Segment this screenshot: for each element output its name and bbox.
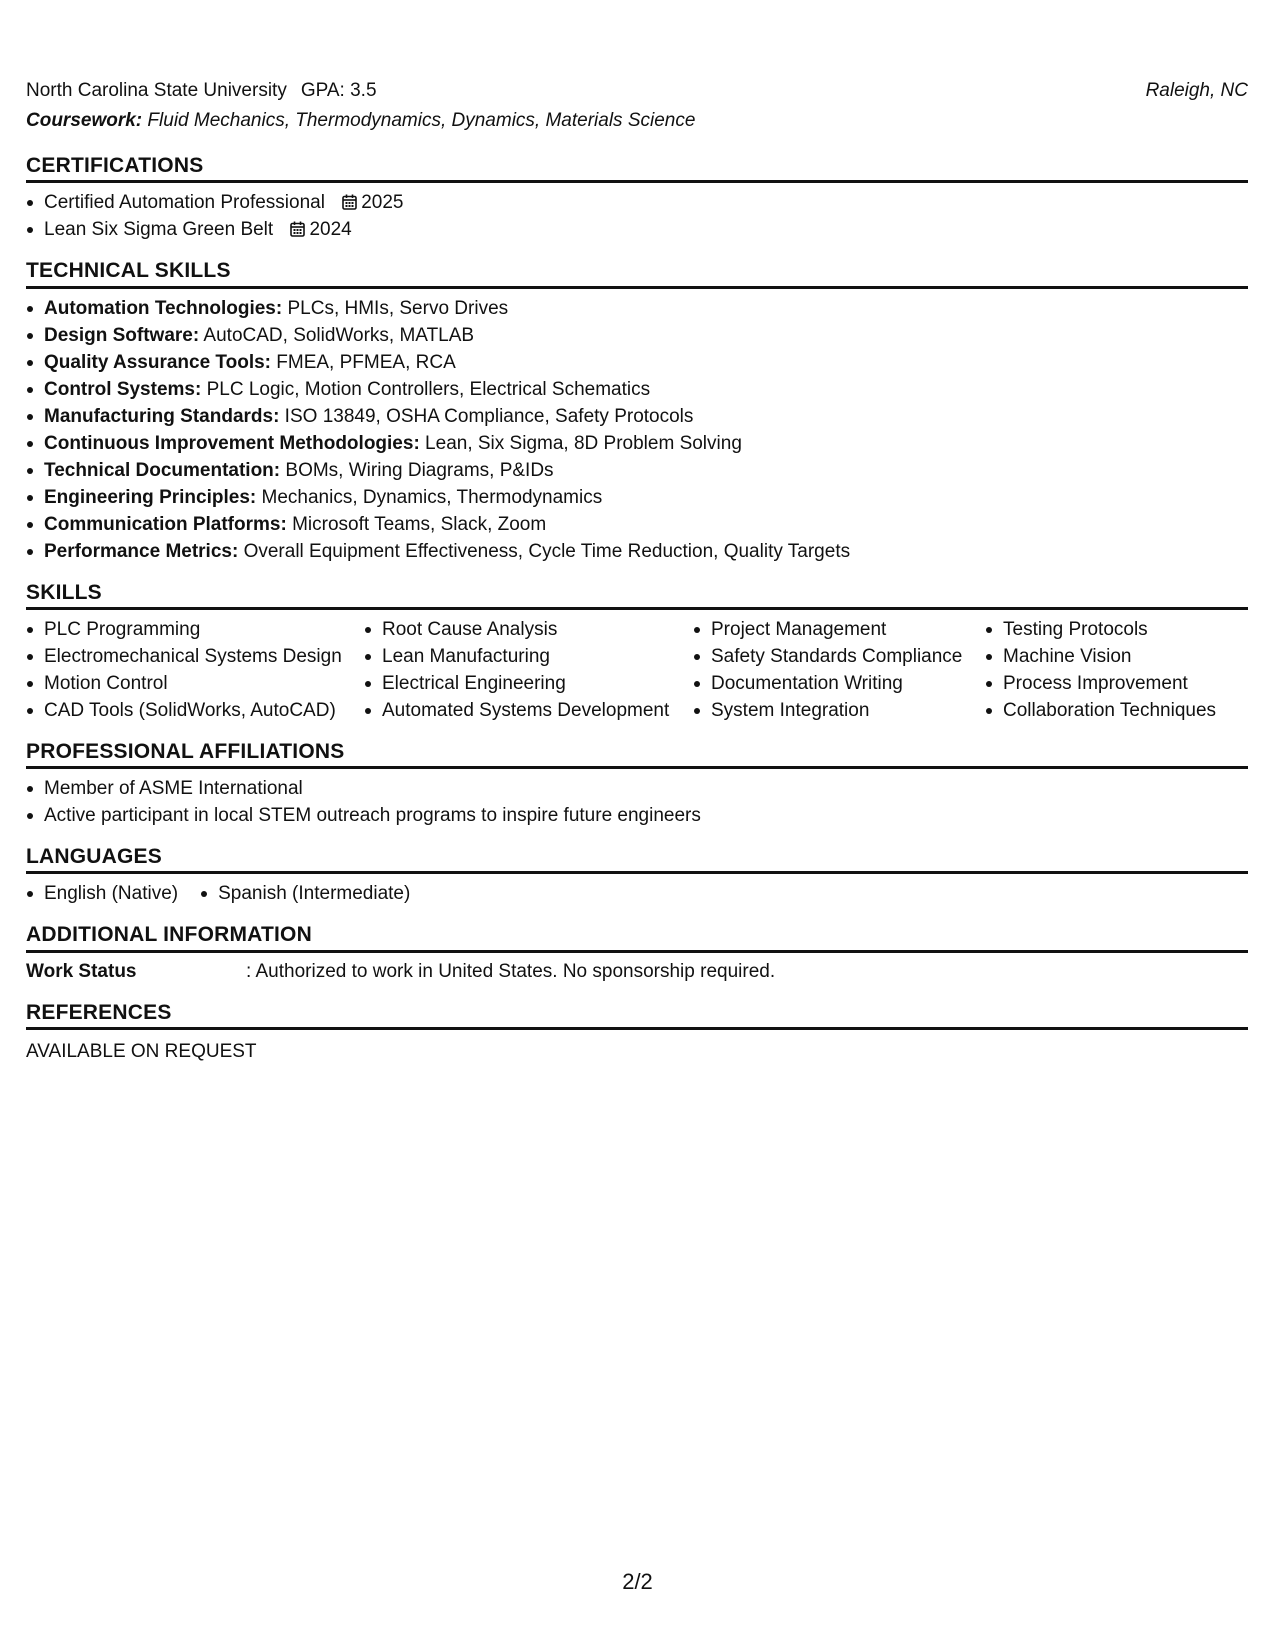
coursework-line (26, 108, 1248, 138)
skill-category-value: Mechanics, Dynamics, Thermodynamics (256, 486, 603, 508)
skill-category-value: BOMs, Wiring Diagrams, P&IDs (280, 459, 554, 481)
list-item: System Integration (693, 697, 985, 724)
coursework-label: Coursework: (26, 110, 143, 131)
section-title-skills: SKILLS (26, 579, 1248, 610)
section-title-languages: LANGUAGES (26, 843, 1248, 874)
list-item: Machine Vision (985, 643, 1248, 670)
section-title-references: REFERENCES (26, 999, 1248, 1030)
page-number: 2/2 (622, 1569, 653, 1594)
skill-category-label: Engineering Principles: (44, 486, 257, 508)
list-item: Testing Protocols (985, 616, 1248, 643)
list-item: Spanish (Intermediate) (200, 880, 410, 907)
skills-grid (26, 616, 1248, 724)
skill-category-value: PLC Logic, Motion Controllers, Electrical Schematics (201, 378, 651, 400)
list-item: Process Improvement (985, 670, 1248, 697)
section-title-additional-info: ADDITIONAL INFORMATION (26, 921, 1248, 952)
section-title-certifications: CERTIFICATIONS (26, 152, 1248, 183)
list-item (26, 295, 1248, 322)
list-item (26, 376, 1248, 403)
school-name: North Carolina State University (26, 80, 287, 101)
list-item (26, 349, 1248, 376)
references-text: AVAILABLE ON REQUEST (26, 1041, 257, 1063)
skill-category-label: Technical Documentation: (44, 459, 281, 481)
section-title-affiliations: PROFESSIONAL AFFILIATIONS (26, 738, 1248, 769)
resume-page (26, 78, 1248, 1065)
list-item: CAD Tools (SolidWorks, AutoCAD) (26, 697, 364, 724)
list-item: Automated Systems Development (364, 697, 693, 724)
list-item: Motion Control (26, 670, 364, 697)
list-item: Electrical Engineering (364, 670, 693, 697)
section-title-technical-skills: TECHNICAL SKILLS (26, 257, 1248, 288)
skill-category-value: Overall Equipment Effectiveness, Cycle Time Reduction, Quality Targets (238, 540, 851, 562)
gpa: GPA: 3.5 (300, 80, 377, 101)
calendar-icon (290, 218, 305, 245)
skill-category-value: Microsoft Teams, Slack, Zoom (286, 513, 547, 535)
skill-category-label: Performance Metrics: (44, 540, 239, 562)
list-item: Lean Manufacturing (364, 643, 693, 670)
list-item (26, 403, 1248, 430)
work-status-value: : Authorized to work in United States. No sponsorship required. (246, 960, 776, 982)
education-row (26, 78, 1248, 108)
skill-category-label: Manufacturing Standards: (44, 405, 280, 427)
calendar-icon (342, 191, 357, 218)
certification-name: Lean Six Sigma Green Belt (44, 219, 274, 241)
list-item (26, 457, 1248, 484)
list-item: PLC Programming (26, 616, 364, 643)
list-item (26, 538, 1248, 565)
skill-category-label: Automation Technologies: (44, 297, 283, 319)
list-item (26, 322, 1248, 349)
languages-row (26, 880, 1248, 907)
skill-category-value: FMEA, PFMEA, RCA (271, 351, 456, 373)
affiliations-list (26, 775, 1248, 829)
list-item (26, 484, 1248, 511)
skill-category-value: PLCs, HMIs, Servo Drives (282, 297, 509, 319)
skill-category-label: Quality Assurance Tools: (44, 351, 271, 373)
skills-column (985, 616, 1248, 724)
list-item: Documentation Writing (693, 670, 985, 697)
work-status-label: Work Status (26, 960, 137, 982)
skills-column (693, 616, 985, 724)
skill-category-label: Continuous Improvement Methodologies: (44, 432, 420, 454)
list-item (26, 189, 1248, 216)
list-item: Safety Standards Compliance (693, 643, 985, 670)
coursework-value: Fluid Mechanics, Thermodynamics, Dynamics, Materials Science (147, 110, 696, 131)
work-status-row (26, 958, 1248, 985)
list-item: Member of ASME International (26, 775, 1248, 802)
certifications-list (26, 189, 1248, 243)
list-item: Collaboration Techniques (985, 697, 1248, 724)
list-item: Project Management (693, 616, 985, 643)
certification-year: 2025 (361, 192, 404, 214)
list-item: Root Cause Analysis (364, 616, 693, 643)
list-item (26, 430, 1248, 457)
skills-column (364, 616, 693, 724)
education-school-block (26, 78, 377, 105)
skill-category-label: Design Software: (44, 324, 200, 346)
list-item: English (Native) (26, 880, 178, 907)
certification-name: Certified Automation Professional (44, 192, 325, 214)
list-item (26, 511, 1248, 538)
school-location: Raleigh, NC (1145, 80, 1248, 101)
list-item: Electromechanical Systems Design (26, 643, 364, 670)
list-item (26, 216, 1248, 243)
certification-year: 2024 (309, 219, 352, 241)
skills-column (26, 616, 364, 724)
languages-list (26, 880, 432, 907)
technical-skills-list (26, 295, 1248, 565)
skill-category-label: Control Systems: (44, 378, 202, 400)
skill-category-value: AutoCAD, SolidWorks, MATLAB (199, 324, 475, 346)
skill-category-value: Lean, Six Sigma, 8D Problem Solving (419, 432, 742, 454)
skill-category-label: Communication Platforms: (44, 513, 287, 535)
skill-category-value: ISO 13849, OSHA Compliance, Safety Protocols (279, 405, 694, 427)
list-item: Active participant in local STEM outreach programs to inspire future engineers (26, 802, 1248, 829)
